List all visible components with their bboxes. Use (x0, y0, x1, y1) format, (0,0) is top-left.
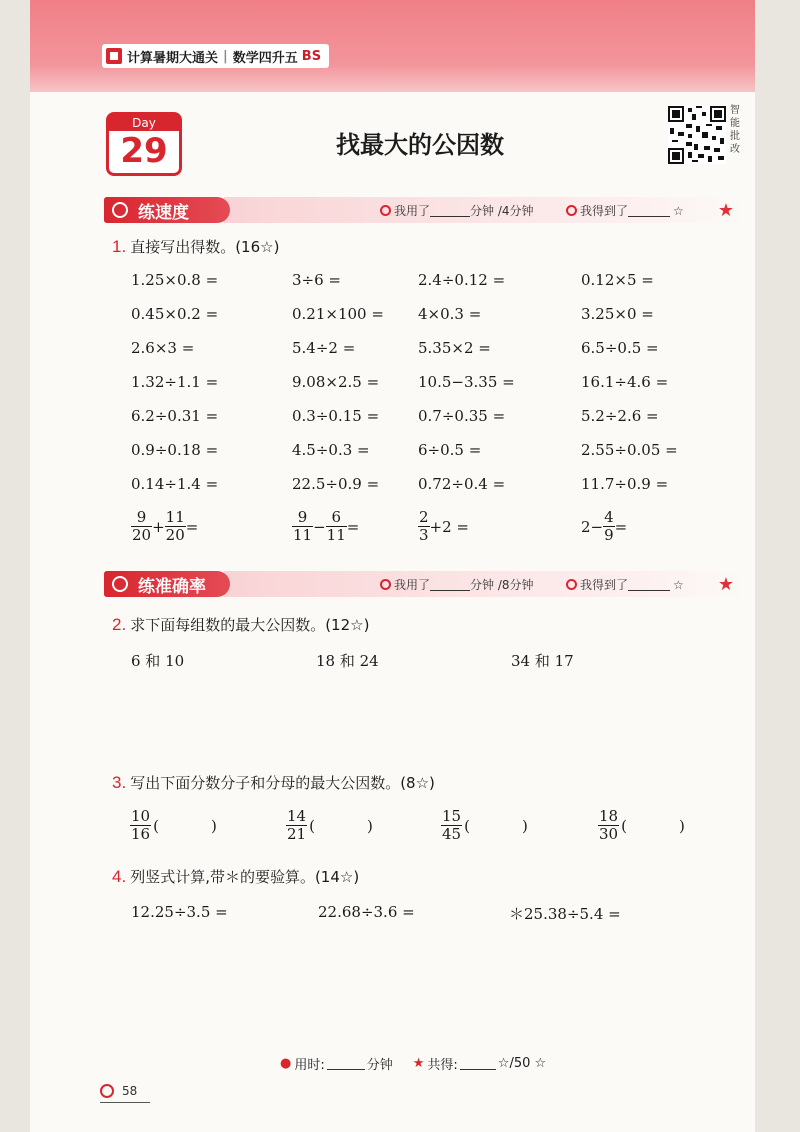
q1-expression: 0.9÷0.18 = (131, 441, 219, 459)
numerator: 15 (442, 807, 462, 825)
q1-expression: 6.5÷0.5 = (581, 339, 659, 357)
speed-got-prefix: 我得到了 (580, 204, 629, 218)
fraction (292, 509, 313, 544)
equals: = (185, 517, 199, 536)
fraction (130, 808, 151, 843)
fraction (603, 509, 615, 544)
speed-used-blank[interactable] (430, 204, 470, 217)
q1-fraction-expr (131, 509, 198, 544)
denominator: 30 (599, 825, 619, 843)
q1-expression: 10.5−3.35 = (418, 373, 515, 391)
fraction (286, 808, 307, 843)
paren-close: ) (366, 816, 373, 835)
q3-item (441, 808, 528, 843)
denominator: 11 (326, 526, 346, 544)
q1-expression: 4.5÷0.3 = (292, 441, 370, 459)
section-speed-label: 练速度 (138, 202, 189, 223)
accuracy-got-blank[interactable] (628, 578, 670, 591)
speed-score (566, 202, 684, 219)
check-icon (566, 205, 577, 216)
star-icon: ★ (412, 1056, 425, 1071)
section-accuracy-label: 练准确率 (138, 576, 206, 597)
denominator: 11 (293, 526, 313, 544)
q1-fraction-expr (418, 509, 469, 544)
q3-text: 写出下面分数分子和分母的最大公因数。(8☆) (130, 774, 435, 792)
day-label: Day (109, 115, 179, 131)
q1-expression: 2.6×3 = (131, 339, 195, 357)
answer-blank[interactable] (464, 817, 528, 835)
series-course: 数学四升五 (232, 50, 298, 66)
qr-caption: 智能批改 (730, 105, 740, 155)
accuracy-used-blank[interactable] (430, 578, 470, 591)
accuracy-used-prefix: 我用了 (394, 578, 431, 592)
speed-got-blank[interactable] (628, 204, 670, 217)
q1-number: 1. (112, 237, 127, 256)
footer-total-label: 共得: (427, 1058, 458, 1073)
q1-expression: 1.32÷1.1 = (131, 373, 219, 391)
denominator: 9 (604, 526, 614, 544)
paren-open: ( (621, 816, 627, 835)
numerator: 4 (604, 508, 614, 526)
denominator: 16 (131, 825, 151, 843)
footer-time-label: 用时: (294, 1058, 325, 1073)
q1-heading (112, 236, 279, 257)
section-speed-bar (104, 197, 740, 223)
q1-expression: 0.7÷0.35 = (418, 407, 506, 425)
equals: = (346, 517, 360, 536)
answer-blank[interactable] (153, 817, 217, 835)
sun-icon (100, 1084, 114, 1098)
q1-expression: 4×0.3 = (418, 305, 482, 323)
q1-expression: 9.08×2.5 = (292, 373, 380, 391)
clock-icon (380, 205, 391, 216)
numerator: 2 (419, 508, 429, 526)
q1-expression: 5.2÷2.6 = (581, 407, 659, 425)
day-number: 29 (120, 131, 168, 171)
alarm-clock-icon: ● (280, 1056, 292, 1071)
denominator: 3 (419, 526, 429, 544)
operator: 2− (581, 517, 604, 536)
page-number-text: 58 (122, 1084, 138, 1098)
q1-expression: 0.21×100 = (292, 305, 384, 323)
q3-item (286, 808, 373, 843)
q2-item: 18 和 24 (316, 652, 379, 670)
fraction (165, 509, 186, 544)
speed-time-used (380, 202, 534, 219)
q4-text: 列竖式计算,带＊的要验算。(14☆) (130, 868, 360, 886)
q2-heading (112, 614, 369, 635)
fraction (441, 808, 462, 843)
operator: +2 = (429, 517, 469, 536)
series-tag (102, 44, 329, 68)
q2-item: 6 和 10 (131, 652, 185, 670)
q3-number: 3. (112, 773, 127, 792)
clock-icon (380, 579, 391, 590)
book-logo-icon (106, 48, 122, 64)
q4-heading (112, 866, 359, 887)
operator: + (152, 517, 165, 536)
paren-open: ( (309, 816, 315, 835)
accuracy-time-used (380, 576, 534, 593)
numerator: 9 (292, 509, 313, 527)
q1-expression: 0.72÷0.4 = (418, 475, 506, 493)
q1-expression: 2.4÷0.12 = (418, 271, 506, 289)
accuracy-got-prefix: 我得到了 (580, 578, 629, 592)
series-edition: BS (301, 48, 322, 64)
q1-expression: 11.7÷0.9 = (581, 475, 669, 493)
check-icon (566, 579, 577, 590)
q2-item: 34 和 17 (511, 652, 574, 670)
denominator: 21 (287, 825, 307, 843)
equals: = (614, 517, 628, 536)
q1-expression: 0.14÷1.4 = (131, 475, 219, 493)
series-separator: | (223, 48, 228, 64)
denominator: 20 (132, 526, 152, 544)
page-number (100, 1084, 137, 1098)
footer-total-unit: ☆/50 ☆ (497, 1056, 547, 1071)
q2-number: 2. (112, 615, 127, 634)
q1-expression: 1.25×0.8 = (131, 271, 219, 289)
q1-expression: 22.5÷0.9 = (292, 475, 380, 493)
q1-expression: 3.25×0 = (581, 305, 654, 323)
q1-text: 直接写出得数。(16☆) (130, 238, 280, 256)
section-speed-pill (104, 197, 230, 223)
accuracy-got-suffix: ☆ (673, 577, 684, 592)
fraction (598, 808, 619, 843)
speed-used-suffix: 分钟 /4分钟 (470, 204, 534, 218)
denominator: 20 (165, 526, 185, 544)
speed-used-prefix: 我用了 (394, 204, 431, 218)
numerator: 11 (165, 508, 185, 526)
q1-expression: 0.3÷0.15 = (292, 407, 380, 425)
section-accuracy-pill (104, 571, 230, 597)
paren-open: ( (464, 816, 470, 835)
footer-summary (280, 1054, 546, 1073)
q3-heading (112, 772, 435, 793)
accuracy-score (566, 576, 684, 593)
q1-fraction-expr (292, 509, 359, 544)
star-decoration-icon: ★ (717, 200, 734, 221)
fraction (131, 509, 152, 544)
q1-expression: 5.4÷2 = (292, 339, 356, 357)
numerator: 14 (287, 807, 307, 825)
numerator: 6 (326, 509, 347, 527)
fraction (418, 509, 430, 544)
answer-blank[interactable] (309, 817, 373, 835)
speed-got-suffix: ☆ (673, 203, 684, 218)
page-number-underline (100, 1102, 150, 1103)
numerator: 10 (131, 807, 151, 825)
numerator: 9 (131, 509, 152, 527)
operator: − (313, 517, 326, 536)
fraction (326, 509, 347, 544)
page-title: 找最大的公因数 (336, 131, 504, 159)
section-accuracy-bar (104, 571, 740, 597)
denominator: 45 (442, 825, 462, 843)
footer-total-blank[interactable] (460, 1057, 496, 1070)
q1-expression: 6÷0.5 = (418, 441, 482, 459)
paren-close: ) (210, 816, 217, 835)
accuracy-used-suffix: 分钟 /8分钟 (470, 578, 534, 592)
q4-item: 12.25÷3.5 = (131, 903, 228, 921)
paren-open: ( (153, 816, 159, 835)
q1-expression: 0.12×5 = (581, 271, 654, 289)
q1-expression: 3÷6 = (292, 271, 341, 289)
footer-time-blank[interactable] (327, 1057, 365, 1070)
paren-close: ) (678, 816, 685, 835)
q3-item (598, 808, 685, 843)
paren-close: ) (521, 816, 528, 835)
q4-item: ＊25.38÷5.4 = (509, 905, 621, 923)
q1-expression: 5.35×2 = (418, 339, 491, 357)
q1-expression: 2.55÷0.05 = (581, 441, 678, 459)
numerator: 18 (599, 807, 619, 825)
q4-item: 22.68÷3.6 = (318, 903, 415, 921)
q3-item (130, 808, 217, 843)
q2-text: 求下面每组数的最大公因数。(12☆) (130, 616, 370, 634)
answer-blank[interactable] (621, 817, 685, 835)
stopwatch-icon (112, 202, 128, 218)
series-brand: 计算暑期大通关 (127, 50, 219, 66)
q1-expression: 16.1÷4.6 = (581, 373, 669, 391)
q1-fraction-expr (581, 509, 627, 544)
star-decoration-icon: ★ (717, 574, 734, 595)
target-icon (112, 576, 128, 592)
q1-expression: 6.2÷0.31 = (131, 407, 219, 425)
q4-number: 4. (112, 867, 127, 886)
q1-expression: 0.45×0.2 = (131, 305, 219, 323)
footer-time-unit: 分钟 (366, 1058, 393, 1073)
qr-code-icon[interactable] (668, 106, 726, 164)
